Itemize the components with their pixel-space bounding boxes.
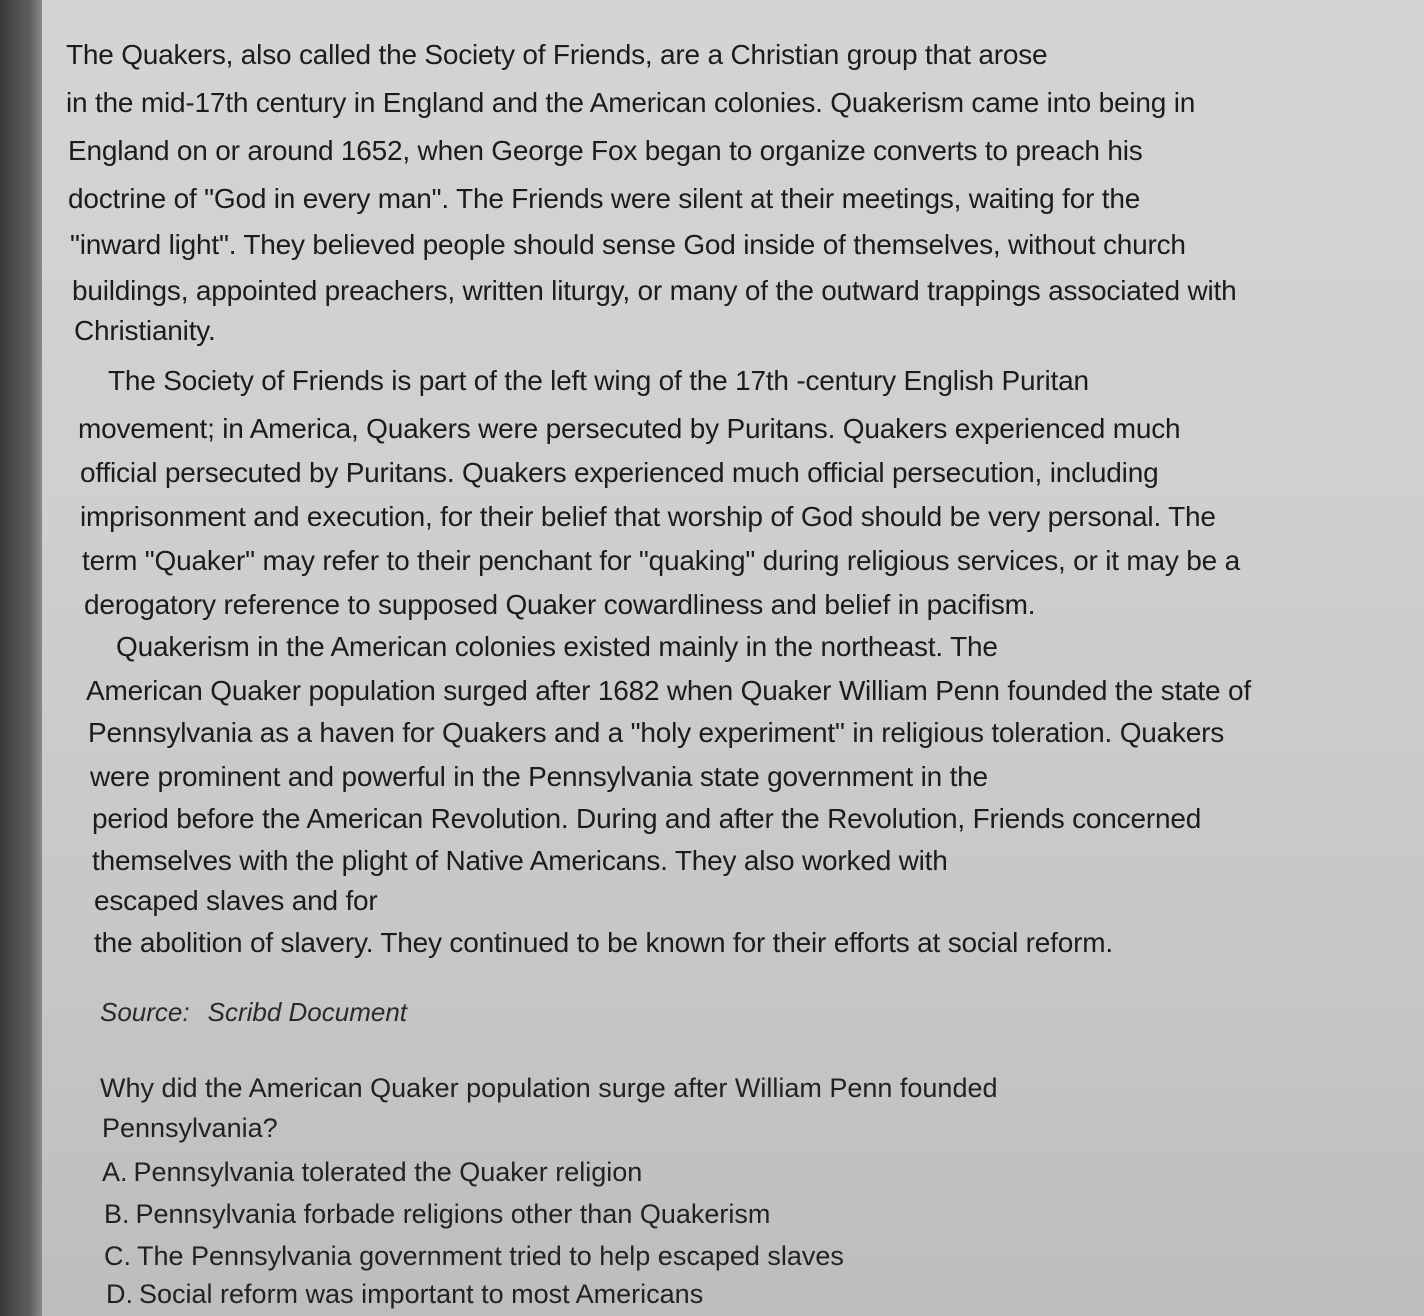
passage-line: doctrine of "God in every man". The Friends were silent at their meetings, waiting for the [68, 183, 1141, 214]
passage-line: themselves with the plight of Native Americans. They also worked with [92, 845, 948, 876]
passage-line: were prominent and powerful in the Pennsylvania state government in the [90, 761, 988, 792]
option-letter: D. [106, 1279, 133, 1309]
passage-line: American Quaker population surged after 1682 when Quaker William Penn founded the state of [86, 675, 1251, 706]
passage-line: Pennsylvania as a haven for Quakers and a "holy experiment" in religious toleration. Quakers [88, 717, 1225, 748]
passage-line: Christianity. [74, 315, 216, 346]
option-text: The Pennsylvania government tried to help escaped slaves [137, 1241, 844, 1271]
passage-line: imprisonment and execution, for their belief that worship of God should be very personal. The [80, 501, 1216, 532]
passage-line: movement; in America, Quakers were persecuted by Puritans. Quakers experienced much [78, 413, 1181, 444]
answer-option-b[interactable] [104, 1198, 770, 1231]
passage-line: The Society of Friends is part of the left wing of the 17th -century English Puritan [108, 365, 1089, 396]
question-line: Why did the American Quaker population surge after William Penn founded [100, 1073, 998, 1103]
option-text: Pennsylvania forbade religions other than Quakerism [135, 1199, 771, 1229]
passage-line: buildings, appointed preachers, written liturgy, or many of the outward trappings associated with [72, 275, 1237, 306]
option-letter: B. [104, 1199, 130, 1229]
passage-line: in the mid-17th century in England and the American colonies. Quakerism came into being in [66, 87, 1196, 118]
passage-line: Quakerism in the American colonies existed mainly in the northeast. The [116, 631, 998, 662]
passage-line: period before the American Revolution. During and after the Revolution, Friends concerned [92, 803, 1202, 834]
question-line: Pennsylvania? [102, 1113, 278, 1143]
answer-option-d[interactable] [106, 1278, 703, 1311]
passage-line: the abolition of slavery. They continued to be known for their efforts at social reform. [94, 927, 1113, 958]
option-letter: C. [104, 1241, 131, 1271]
monitor-bezel [0, 0, 42, 1316]
passage-line: England on or around 1652, when George Fox began to organize converts to preach his [68, 135, 1143, 166]
passage-line: The Quakers, also called the Society of Friends, are a Christian group that arose [66, 39, 1048, 70]
option-letter: A. [102, 1157, 128, 1187]
passage-line: official persecuted by Puritans. Quakers experienced much official persecution, including [80, 457, 1159, 488]
answer-option-c[interactable] [104, 1240, 844, 1273]
source-citation [100, 996, 407, 1028]
source-label: Source: [100, 997, 190, 1027]
passage-line: "inward light". They believed people should sense God inside of themselves, without church [70, 229, 1186, 260]
option-text: Social reform was important to most Americans [139, 1279, 704, 1309]
source-value: Scribd Document [207, 997, 408, 1027]
answer-option-a[interactable] [102, 1156, 642, 1189]
passage-line: escaped slaves and for [94, 885, 378, 916]
passage-line: derogatory reference to supposed Quaker cowardliness and belief in pacifism. [84, 589, 1036, 620]
document-screen [42, 0, 1424, 1316]
option-text: Pennsylvania tolerated the Quaker religion [133, 1157, 643, 1187]
passage-line: term "Quaker" may refer to their penchant for "quaking" during religious services, or it may be a [82, 545, 1240, 576]
